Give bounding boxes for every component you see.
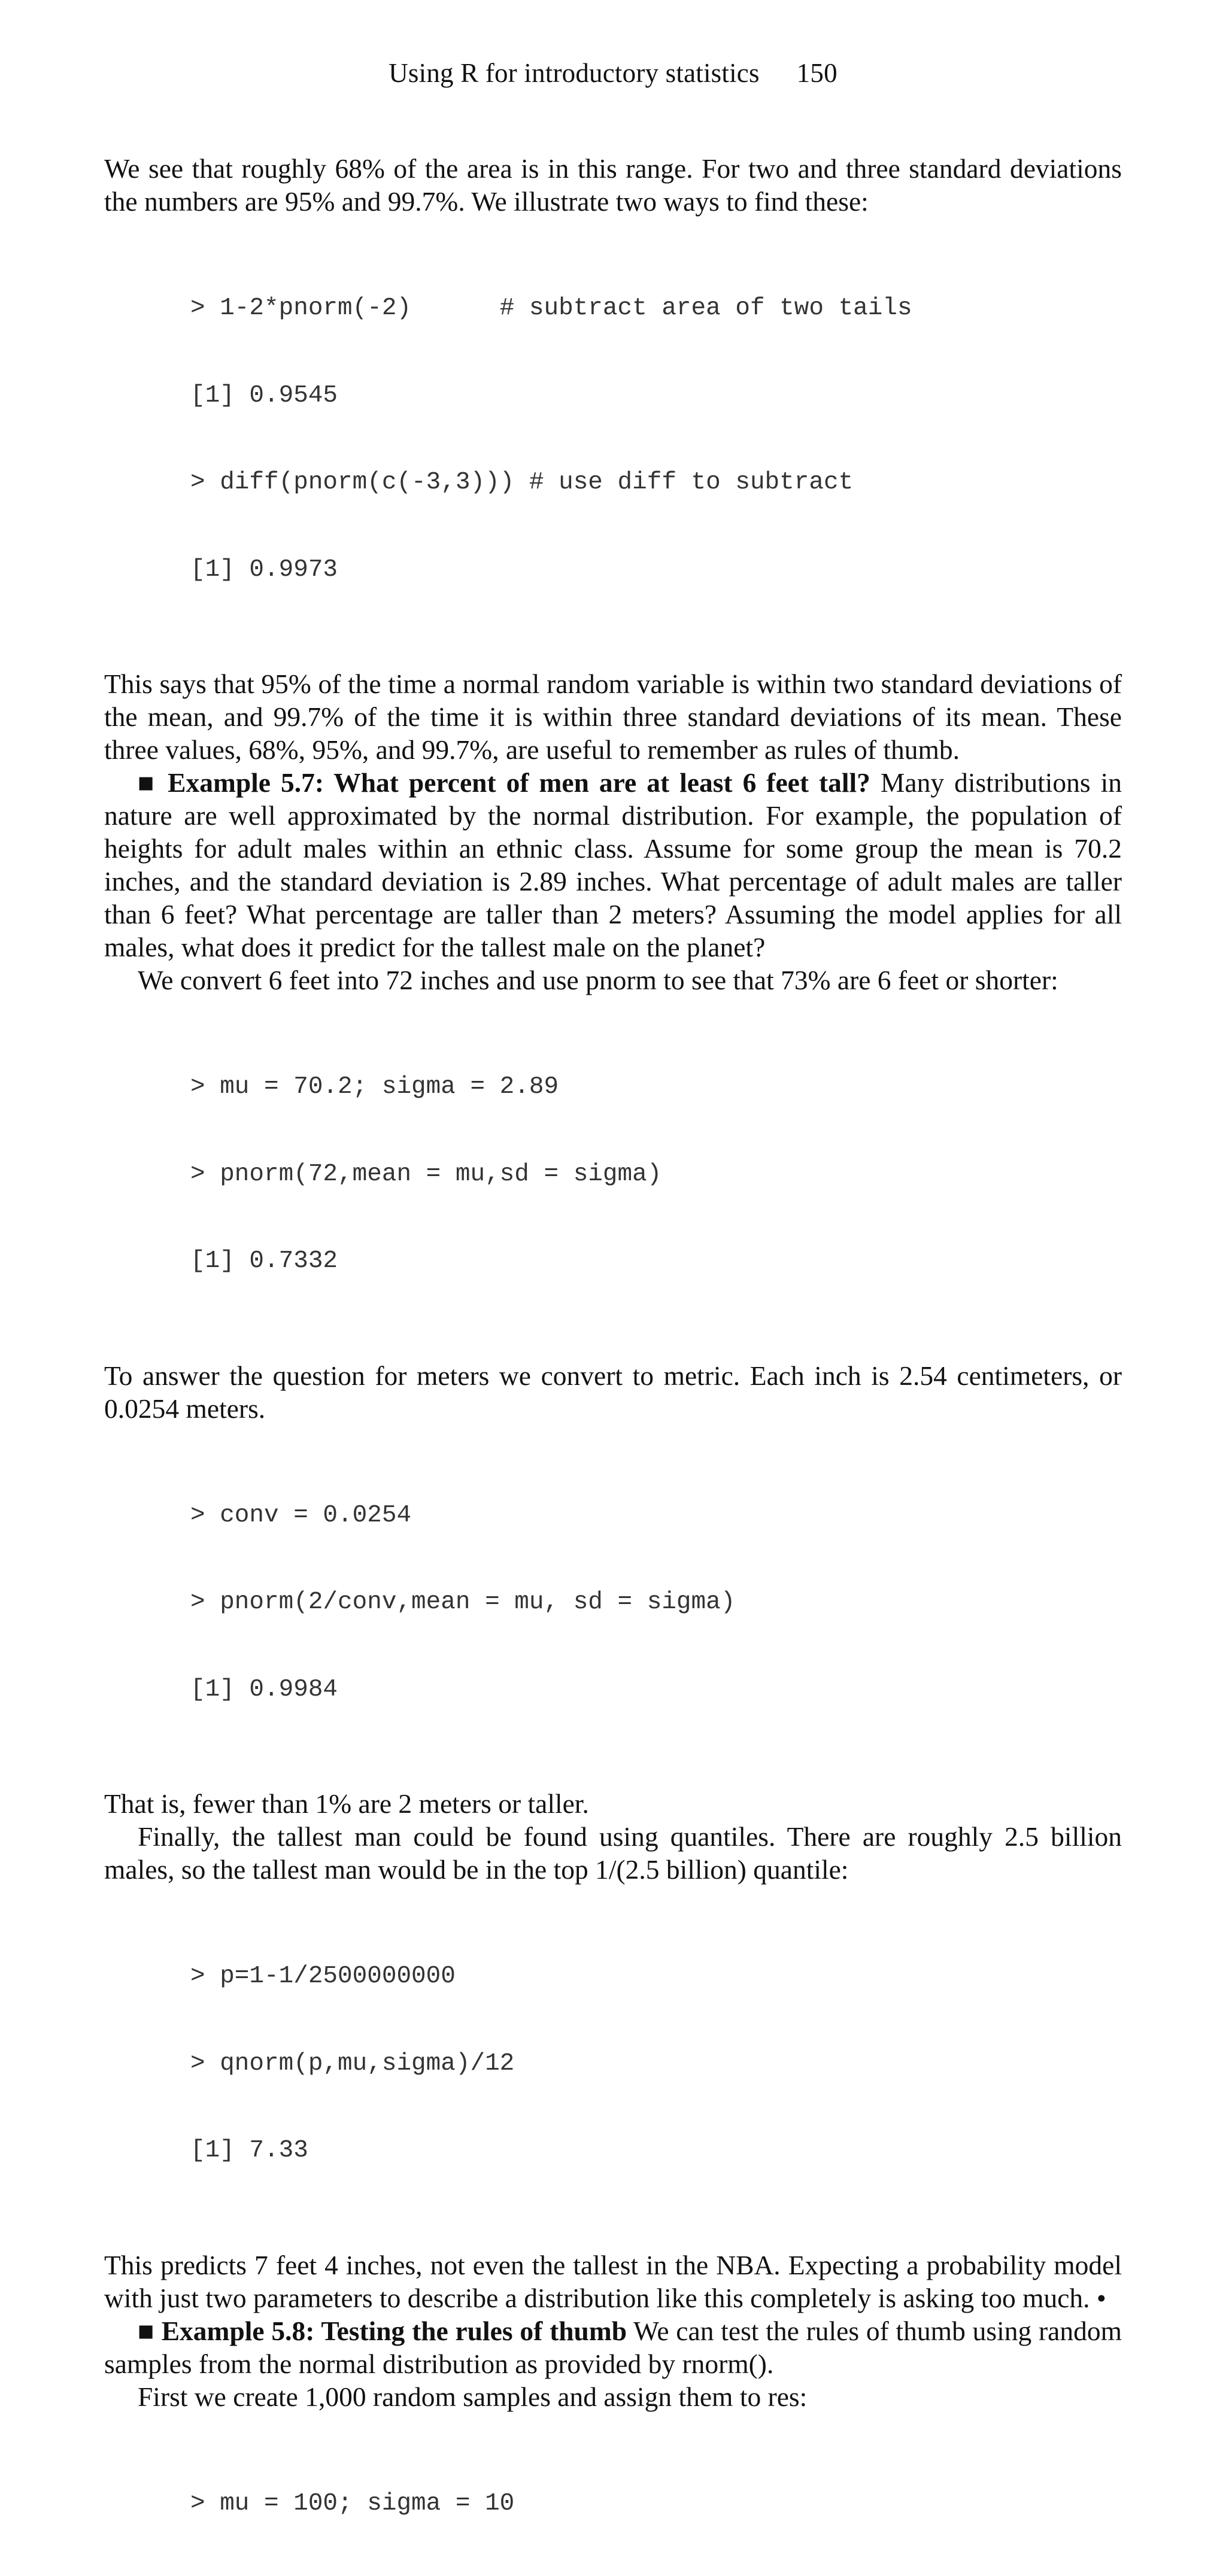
code-line: > 1-2*pnorm(-2) # subtract area of two tails <box>190 294 1122 323</box>
code-line: > qnorm(p,mu,sigma)/12 <box>190 2049 1122 2079</box>
code-line: [1] 0.9545 <box>190 381 1122 411</box>
spacer <box>104 2223 1122 2249</box>
code-line: > conv = 0.0254 <box>190 1501 1122 1530</box>
code-block-mu-sigma <box>104 2431 1122 2576</box>
code-line: [1] 0.7332 <box>190 1247 1122 1276</box>
code-line: > mu = 70.2; sigma = 2.89 <box>190 1073 1122 1102</box>
code-block-qnorm <box>104 1904 1122 2223</box>
spacer <box>104 1425 1122 1443</box>
page-number: 150 <box>797 58 837 88</box>
paragraph-meters: To answer the question for meters we convert to metric. Each inch is 2.54 centimeters, or 0.0254 meters. <box>104 1359 1122 1425</box>
spacer <box>104 2413 1122 2431</box>
code-line: > pnorm(2/conv,mean = mu, sd = sigma) <box>190 1588 1122 1617</box>
code-block-pnorm-72 <box>104 1014 1122 1334</box>
paragraph-tallest-man: Finally, the tallest man could be found using quantiles. There are roughly 2.5 billion males, so the tallest man would be in the top 1/(2.5 billion) quantile: <box>104 1820 1122 1886</box>
code-block-tail-areas <box>104 236 1122 642</box>
example-marker-icon: ■ <box>138 767 168 798</box>
code-line: > mu = 100; sigma = 10 <box>190 2489 1122 2519</box>
running-head <box>0 55 1226 91</box>
paragraph-68-percent: We see that roughly 68% of the area is in this range. For two and three standard deviations the numbers are 95% and 99.7%. We illustrate two ways to find these: <box>104 152 1122 218</box>
spacer <box>104 997 1122 1014</box>
spacer <box>104 1334 1122 1359</box>
paragraph-random-samples: First we create 1,000 random samples and assign them to res: <box>104 2380 1122 2413</box>
example-5-7-heading: Example 5.7: What percent of men are at least 6 feet tall? <box>168 767 870 798</box>
paragraph-predicts: This predicts 7 feet 4 inches, not even the tallest in the NBA. Expecting a probability model with just two parameters to describe a distribution like this completely is asking too much. • <box>104 2249 1122 2314</box>
code-line: > pnorm(72,mean = mu,sd = sigma) <box>190 1160 1122 1189</box>
paragraph-convert-feet: We convert 6 feet into 72 inches and use pnorm to see that 73% are 6 feet or shorter: <box>104 964 1122 997</box>
code-line: [1] 0.9973 <box>190 555 1122 585</box>
example-5-8-paragraph <box>104 2314 1122 2380</box>
spacer <box>104 1886 1122 1904</box>
paragraph-rules-of-thumb: This says that 95% of the time a normal random variable is within two standard deviations of the mean, and 99.7% of the time it is within three standard deviations of its mean. These three values, 68%, 95%, and 99.7%, are useful to remember as rules of thumb. <box>104 667 1122 766</box>
code-line: > p=1-1/2500000000 <box>190 1962 1122 1991</box>
running-head-title: Using R for introductory statistics <box>389 58 759 88</box>
example-5-7-text: Many distributions in nature are well approximated by the normal distribution. For example, the population of heights for adult males within an ethnic class. Assume for some group the mean is 70.2 inches, and the standard deviation is 2.89 inches. What percentage of adult males are taller than 6 feet? What percentage are taller than 2 meters? Assuming the model applies for all males, what does it predict for the tallest male on the planet? <box>104 767 1122 962</box>
example-5-8-heading: Example 5.8: Testing the rules of thumb <box>162 2316 627 2346</box>
spacer <box>104 1762 1122 1787</box>
code-line: [1] 0.9984 <box>190 1675 1122 1705</box>
spacer <box>104 642 1122 667</box>
code-line: [1] 7.33 <box>190 2136 1122 2165</box>
body-text <box>104 152 1122 2576</box>
paragraph-fewer-than: That is, fewer than 1% are 2 meters or taller. <box>104 1787 1122 1820</box>
example-5-8-text: We can test the rules of thumb using random samples from the normal distribution as provided by rnorm(). <box>104 2316 1122 2379</box>
spacer <box>104 218 1122 236</box>
code-block-conv <box>104 1443 1122 1763</box>
example-5-7-paragraph <box>104 766 1122 964</box>
example-marker-icon: ■ <box>138 2316 162 2346</box>
code-line: > diff(pnorm(c(-3,3))) # use diff to subtract <box>190 468 1122 497</box>
